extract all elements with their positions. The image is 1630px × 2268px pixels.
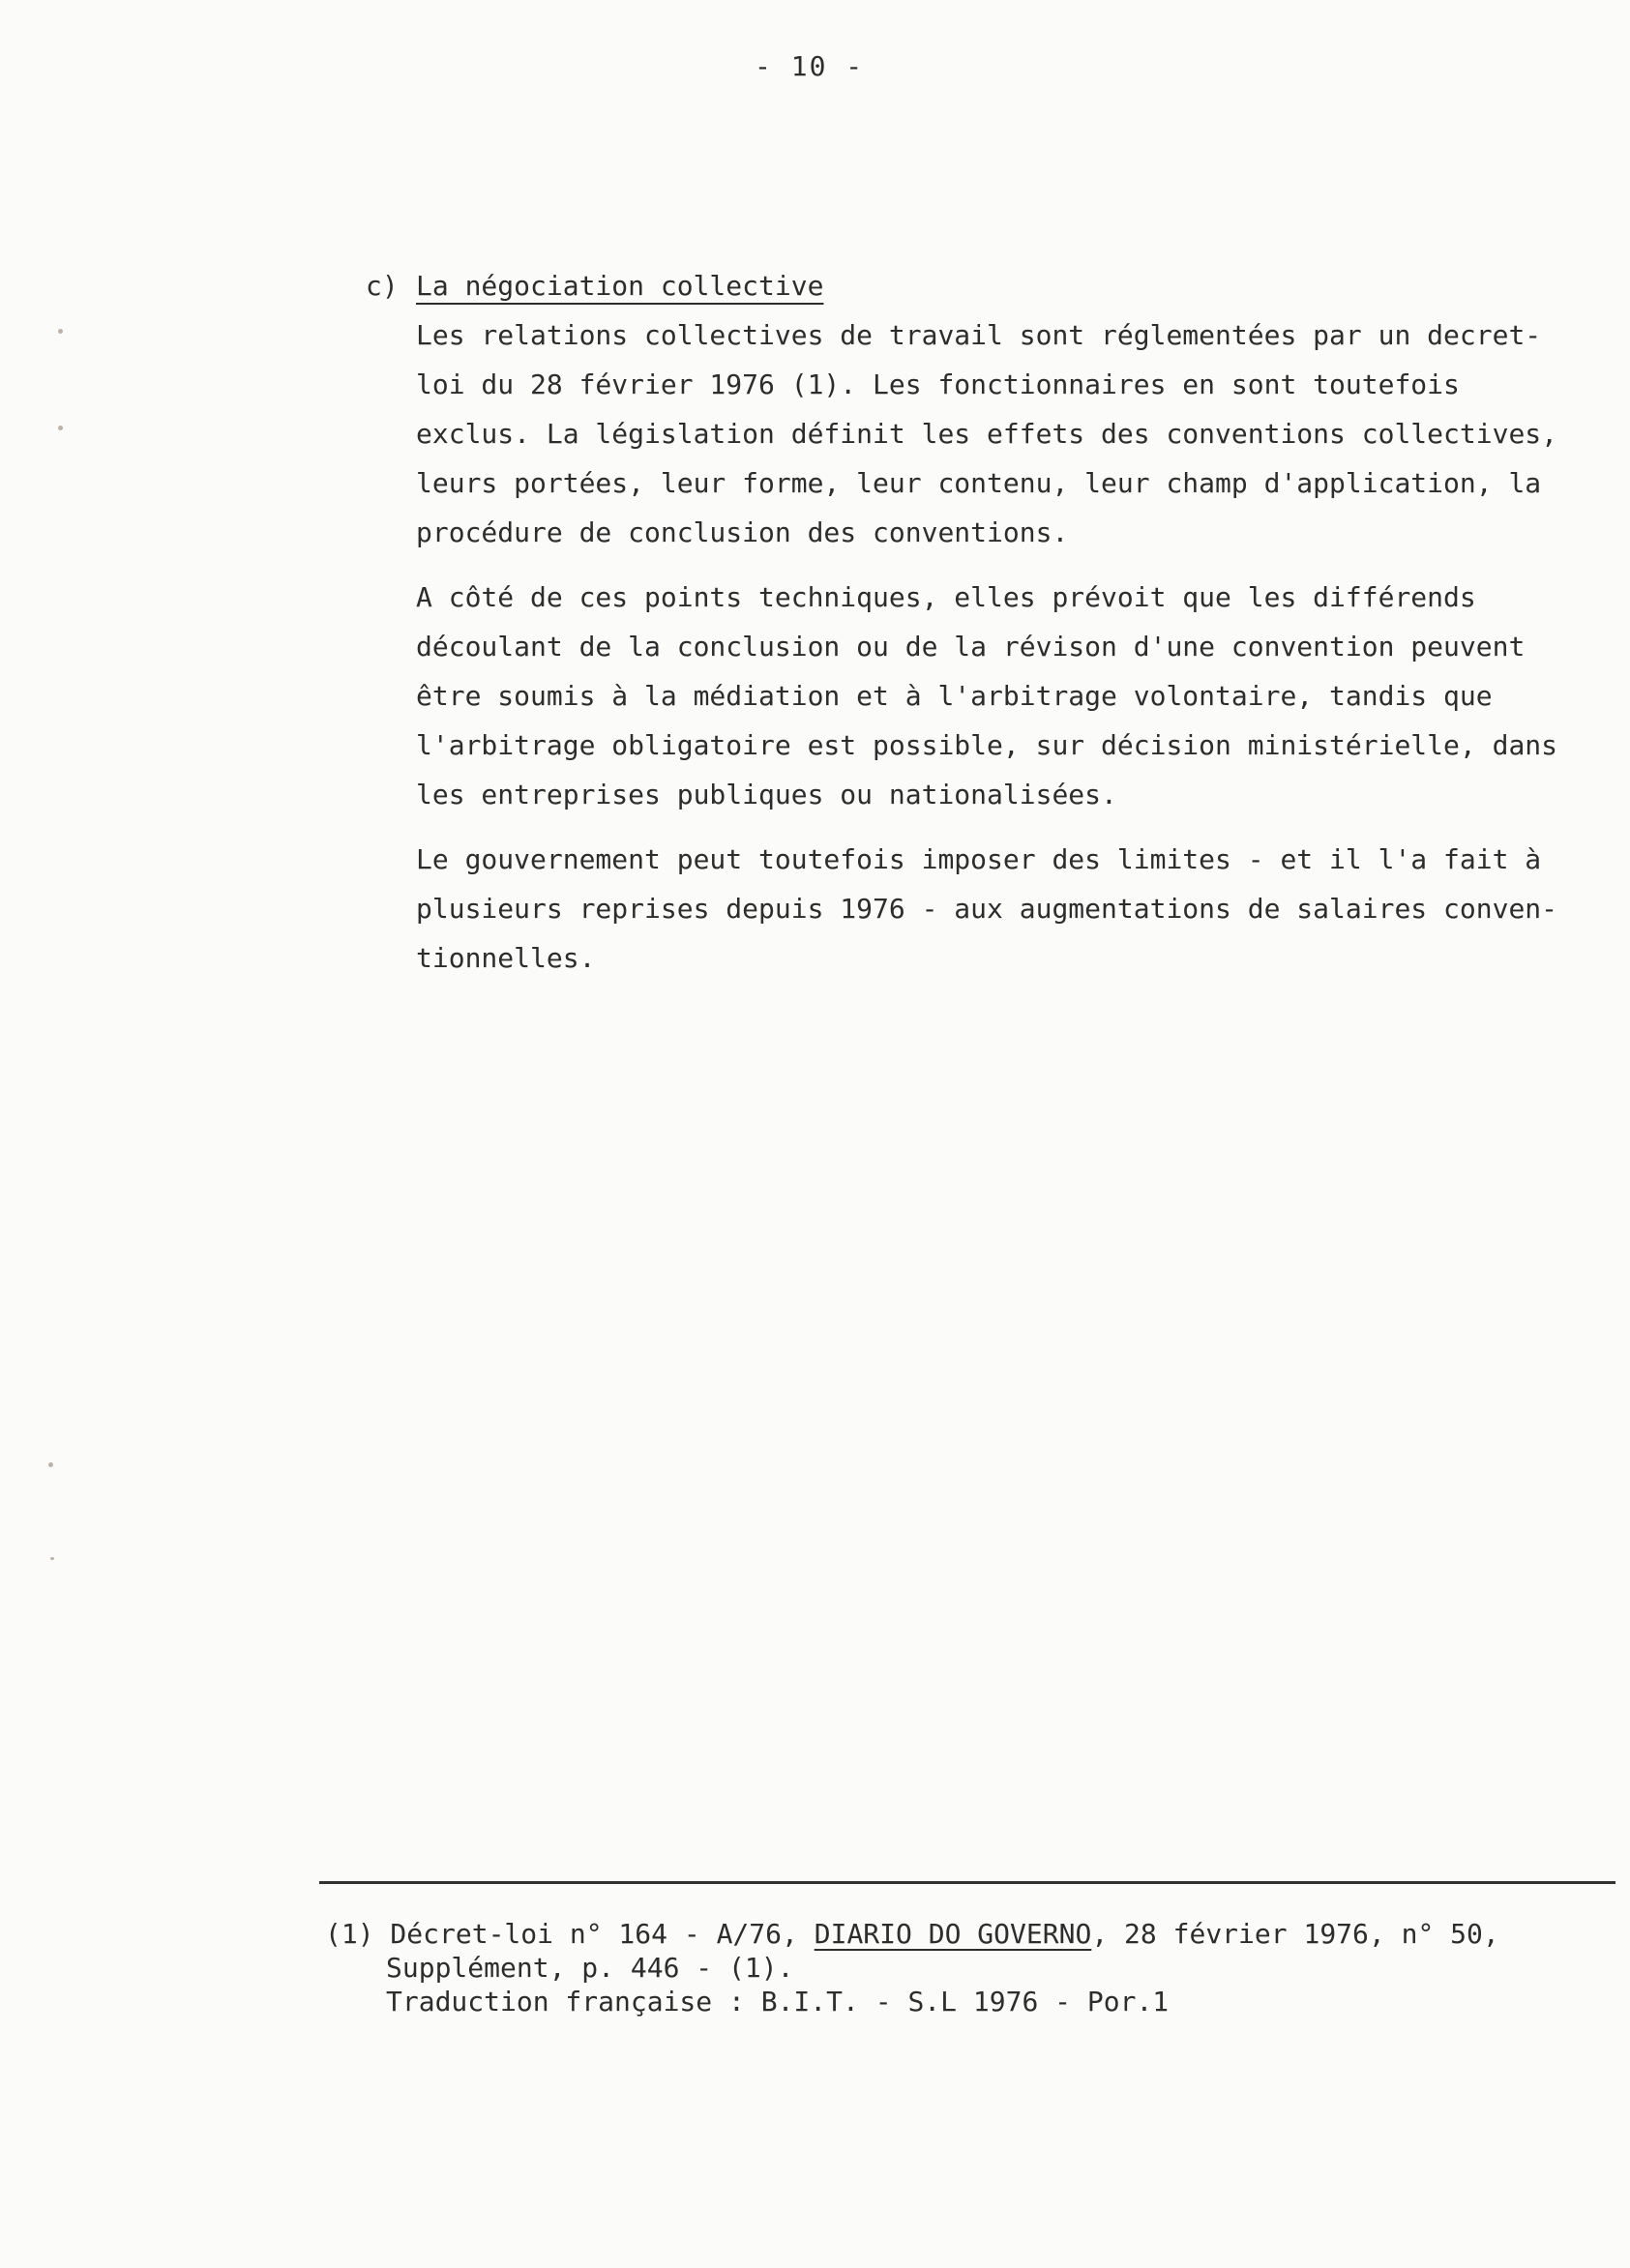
text-line: les entreprises publiques ou nationalisées. (416, 779, 1117, 810)
footnote-citation-date: , 28 février 1976, n° 50, (1091, 1918, 1499, 1950)
paper-speck (58, 329, 63, 334)
text-line: procédure de conclusion des conventions. (416, 516, 1069, 548)
text-line: être soumis à la médiation et à l'arbitrage volontaire, tandis que (416, 680, 1493, 712)
paragraph-3 (416, 835, 1577, 983)
section-collective-bargaining (366, 261, 1594, 983)
text-line: A côté de ces points techniques, elles prévoit que les différends (416, 581, 1476, 613)
footnote-line-1 (325, 1917, 1583, 1951)
footnote-citation: (1) Décret-loi n° 164 - A/76, (325, 1918, 815, 1950)
paper-speck (58, 426, 63, 430)
text-line: loi du 28 février 1976 (1). Les fonctionnaires en sont toutefois (416, 368, 1460, 400)
text-line: leurs portées, leur forme, leur contenu, leur champ d'application, la (416, 467, 1542, 499)
text-line: Les relations collectives de travail sont réglementées par un decret- (416, 319, 1542, 351)
page-number: - 10 - (755, 50, 865, 82)
footnote-publication-title: DIARIO DO GOVERNO (814, 1918, 1092, 1950)
text-line: tionnelles. (416, 942, 596, 974)
section-heading (366, 261, 1594, 310)
paragraph-1 (416, 310, 1577, 557)
paper-speck (50, 1557, 54, 1560)
text-line: l'arbitrage obligatoire est possible, sur décision ministérielle, dans (416, 729, 1558, 761)
footnote-separator (319, 1881, 1615, 1884)
section-title: La négociation collective (416, 270, 824, 302)
text-line: découlant de la conclusion ou de la révison d'une convention peuvent (416, 631, 1526, 663)
text-line: plusieurs reprises depuis 1976 - aux augmentations de salaires conven- (416, 893, 1558, 925)
paper-speck (48, 1462, 53, 1467)
text-line: Le gouvernement peut toutefois imposer des limites - et il l'a fait à (416, 843, 1542, 875)
footnote (325, 1917, 1583, 2018)
paragraph-2 (416, 573, 1577, 819)
section-marker: c) (366, 270, 399, 302)
text-line: exclus. La législation définit les effets des conventions collectives, (416, 418, 1558, 450)
footnote-line-3: Traduction française : B.I.T. - S.L 1976 - Por.1 (386, 1986, 1170, 2018)
footnote-line-2: Supplément, p. 446 - (1). (386, 1952, 794, 1984)
